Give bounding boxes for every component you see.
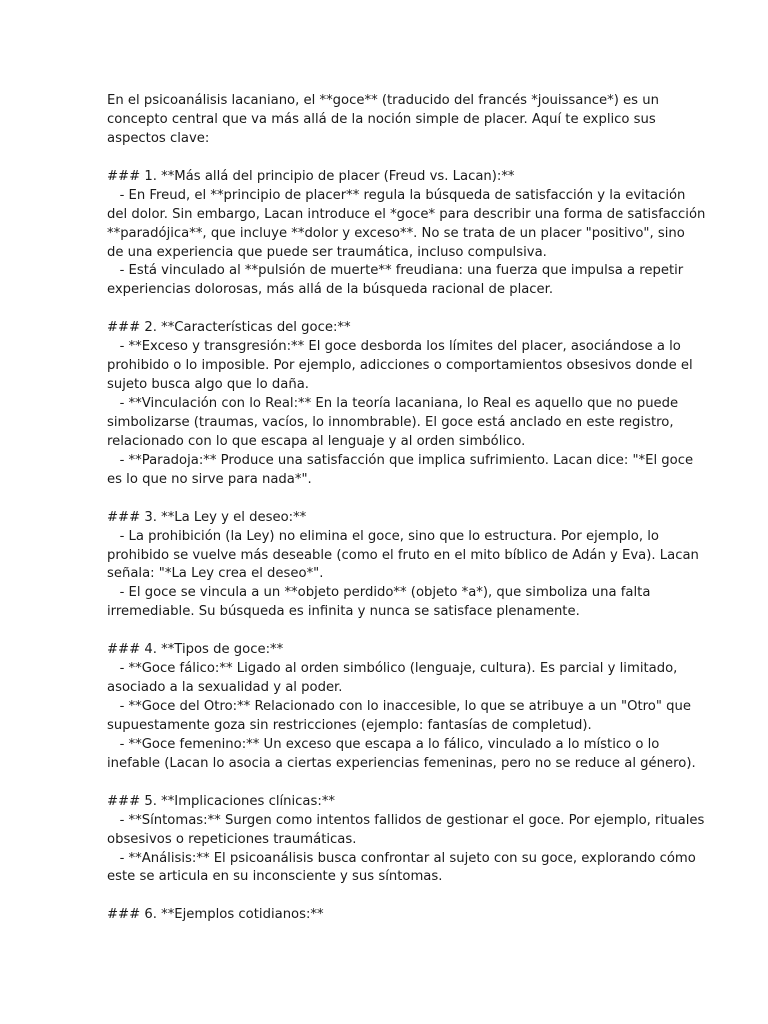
section-line: de una experiencia que puede ser traumática, incluso compulsiva. [107,244,547,260]
section-line: este se articula en su inconsciente y sus síntomas. [107,869,443,885]
section-line: - **Exceso y transgresión:** El goce desborda los límites del placer, asociándose a lo [107,339,681,355]
section-line: **paradójica**, que incluye **dolor y exceso**. No se trata de un placer "positivo", sino [107,225,685,241]
section-line: simbolizarse (traumas, vacíos, lo innombrable). El goce está anclado en este registro, [107,414,674,430]
section-line: relacionado con lo que escapa al lenguaje y al orden simbólico. [107,433,526,449]
section-heading: ### 2. **Características del goce:** [107,320,351,336]
section-line: - **Goce fálico:** Ligado al orden simbólico (lenguaje, cultura). Es parcial y limitado, [107,661,678,677]
section-line: es lo que no sirve para nada*". [107,471,312,487]
section-line: inefable (Lacan lo asocia a ciertas experiencias femeninas, pero no se reduce al género). [107,755,696,771]
paragraph-spacer [107,300,667,319]
intro-line: En el psicoanálisis lacaniano, el **goce** (traducido del francés *jouissance*) es un [107,93,659,108]
section-line: - **Goce del Otro:** Relacionado con lo inaccesible, lo que se atribuye a un "Otro" que [107,699,691,714]
section-heading: ### 3. **La Ley y el deseo:** [107,509,307,525]
section-line: - **Paradoja:** Produce una satisfacción que implica sufrimiento. Lacan dice: "*El goce [107,452,694,468]
paragraph-spacer [107,149,667,168]
section-line: supuestamente goza sin restricciones (ejemplo: fantasías de completud). [107,717,592,733]
section-line: señala: "*La Ley crea el deseo*". [107,566,324,582]
section-line: irremediable. Su búsqueda es infinita y nunca se satisface plenamente. [107,604,580,620]
section-line: asociado a la sexualidad y al poder. [107,680,343,696]
paragraph-spacer [107,887,667,906]
section-line: - **Goce femenino:** Un exceso que escapa a lo fálico, vinculado a lo místico o lo [107,736,660,752]
section-line: obsesivos o repeticiones traumáticas. [107,831,357,847]
paragraph-spacer [107,622,667,641]
section-line: - **Análisis:** El psicoanálisis busca confrontar al sujeto con su goce, explorando cómo [107,850,696,866]
section-line: prohibido o lo imposible. Por ejemplo, adicciones o comportamientos obsesivos donde el [107,358,693,374]
section-line: - Está vinculado al **pulsión de muerte** freudiana: una fuerza que impulsa a repetir [107,263,684,279]
section-line: prohibido se vuelve más deseable (como el fruto en el mito bíblico de Adán y Eva). Lacan [107,547,699,563]
intro-line: concepto central que va más allá de la noción simple de placer. Aquí te explico sus [107,111,656,127]
section-line: - La prohibición (la Ley) no elimina el goce, sino que lo estructura. Por ejemplo, lo [107,528,659,544]
section-line: del dolor. Sin embargo, Lacan introduce el *goce* para describir una forma de satisfacción [107,206,706,222]
paragraph-spacer [107,490,667,509]
paragraph-spacer [107,774,667,793]
section-heading: ### 6. **Ejemplos cotidianos:** [107,907,324,923]
intro-line: aspectos clave: [107,130,210,146]
section-heading: ### 5. **Implicaciones clínicas:** [107,793,336,809]
section-line: - En Freud, el **principio de placer** regula la búsqueda de satisfacción y la evitación [107,187,686,203]
document-body [107,92,706,925]
section-line: - **Síntomas:** Surgen como intentos fallidos de gestionar el goce. Por ejemplo, rituales [107,812,705,828]
section-line: experiencias dolorosas, más allá de la búsqueda racional de placer. [107,282,554,298]
section-heading: ### 1. **Más allá del principio de placer (Freud vs. Lacan):** [107,168,515,184]
section-heading: ### 4. **Tipos de goce:** [107,642,284,658]
section-line: - **Vinculación con lo Real:** En la teoría lacaniana, lo Real es aquello que no puede [107,396,679,411]
section-line: sujeto busca algo que lo daña. [107,377,309,393]
section-line: - El goce se vincula a un **objeto perdido** (objeto *a*), que simboliza una falta [107,585,651,601]
